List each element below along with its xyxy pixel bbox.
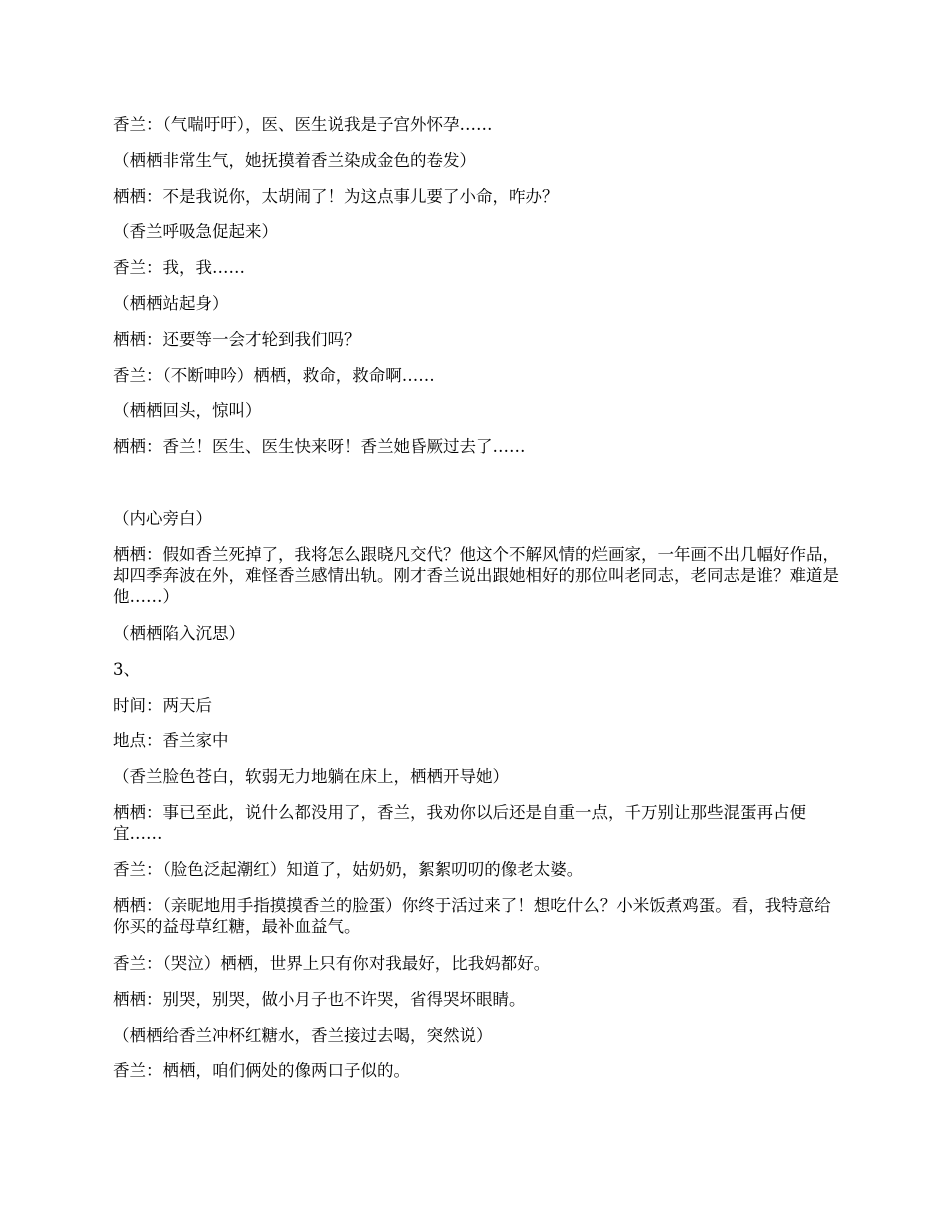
paragraph: 香兰：（脸色泛起潮红）知道了，姑奶奶，絮絮叨叨的像老太婆。 — [113, 860, 584, 879]
paragraph: 栖栖：不是我说你，太胡闹了！为这点事儿要了小命，咋办？ — [113, 187, 559, 206]
paragraph: （栖栖非常生气，她抚摸着香兰染成金色的卷发） — [113, 151, 476, 170]
paragraph: 香兰：（气喘吁吁），医、医生说我是子宫外怀孕…… — [113, 115, 493, 134]
paragraph: （栖栖站起身） — [113, 294, 229, 313]
paragraph: 香兰：（哭泣）栖栖，世界上只有你对我最好，比我妈都好。 — [113, 954, 551, 973]
paragraph: （栖栖回头，惊叫） — [113, 401, 262, 420]
paragraph: 栖栖：别哭，别哭，做小月子也不许哭，省得哭坏眼睛。 — [113, 990, 526, 1009]
paragraph: （香兰呼吸急促起来） — [113, 222, 278, 241]
paragraph: 时间：两天后 — [113, 696, 212, 715]
section-number: 3、 — [113, 660, 140, 679]
paragraph: 栖栖：事已至此，说什么都没用了，香兰，我劝你以后还是自重一点，千万别让那些混蛋再占便宜…… — [113, 803, 806, 843]
paragraph: 香兰：（不断呻吟）栖栖，救命，救命啊…… — [113, 366, 435, 385]
paragraph: 香兰：栖栖，咱们俩处的像两口子似的。 — [113, 1061, 410, 1080]
paragraph: 栖栖：香兰！医生、医生快来呀！香兰她昏厥过去了…… — [113, 437, 526, 456]
paragraph: 香兰：我，我…… — [113, 258, 245, 277]
paragraph: （栖栖给香兰冲杯红糖水，香兰接过去喝，突然说） — [113, 1026, 493, 1045]
paragraph: （香兰脸色苍白，软弱无力地躺在床上，栖栖开导她） — [113, 767, 509, 786]
paragraph: （内心旁白） — [113, 509, 212, 528]
paragraph: 栖栖：还要等一会才轮到我们吗？ — [113, 330, 361, 349]
paragraph: 栖栖：假如香兰死掉了，我将怎么跟晓凡交代？他这个不解风情的烂画家，一年画不出几幅好作品，却四季奔波在外，难怪香兰感情出轨。刚才香兰说出跟她相好的那位叫老同志，老同志是谁？难道是他……） — [113, 545, 839, 606]
paragraph: （栖栖陷入沉思） — [113, 624, 245, 643]
paragraph: 栖栖：（亲昵地用手指摸摸香兰的脸蛋）你终于活过来了！想吃什么？小米饭煮鸡蛋。看，我特意给你买的益母草红糖，最补血益气。 — [113, 896, 831, 936]
paragraph: 地点：香兰家中 — [113, 731, 229, 750]
